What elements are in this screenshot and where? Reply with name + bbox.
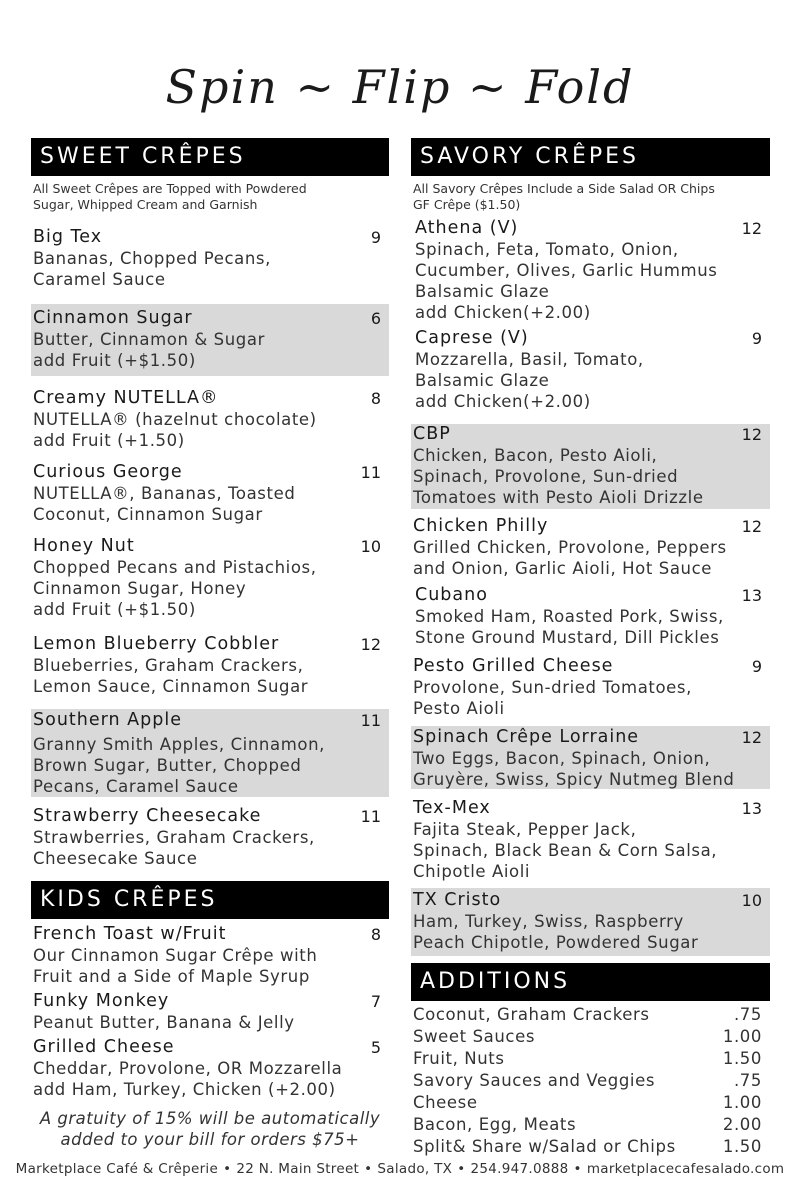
item-description: Blueberries, Graham Crackers, <box>33 656 304 675</box>
item-description: Tomatoes with Pesto Aioli Drizzle <box>413 488 704 507</box>
item-description: Provolone, Sun-dried Tomatoes, <box>413 678 692 697</box>
item-price: 9 <box>751 329 762 348</box>
item-description: Balsamic Glaze <box>415 282 550 301</box>
item-price: 8 <box>370 389 381 408</box>
item-price: 8 <box>370 925 381 944</box>
item-description: Bananas, Chopped Pecans, <box>33 249 271 268</box>
item-name: Southern Apple <box>33 710 182 730</box>
savory-crepes-note: All Savory Crêpes Include a Side Salad OR Chips GF Crêpe ($1.50) <box>413 181 715 212</box>
item-name: Grilled Cheese <box>33 1037 175 1057</box>
item-description: Caramel Sauce <box>33 270 166 289</box>
item-name: Chicken Philly <box>413 516 549 536</box>
item-price: 9 <box>751 657 762 676</box>
item-description: Chipotle Aioli <box>413 862 531 881</box>
item-name: Cinnamon Sugar <box>33 308 193 328</box>
item-price: 12 <box>741 728 762 747</box>
item-description: add Fruit (+1.50) <box>33 431 185 450</box>
item-description: Chopped Pecans and Pistachios, <box>33 558 317 577</box>
menu-item-strawberry-cheesecake <box>31 806 389 869</box>
item-price: 12 <box>741 219 762 238</box>
menu-item-grilled-cheese <box>31 1037 389 1100</box>
item-price: 12 <box>741 517 762 536</box>
menu-item-southern-apple <box>31 709 389 797</box>
menu-item-honey-nut <box>31 536 389 620</box>
item-description: Pecans, Caramel Sauce <box>33 777 239 796</box>
item-description: Chicken, Bacon, Pesto Aioli, <box>413 446 658 465</box>
item-description: Brown Sugar, Butter, Chopped <box>33 756 302 775</box>
item-name: Tex-Mex <box>413 798 491 818</box>
item-description: Smoked Ham, Roasted Pork, Swiss, <box>415 607 724 626</box>
item-name: Pesto Grilled Cheese <box>413 656 614 676</box>
item-description: Coconut, Cinnamon Sugar <box>33 505 263 524</box>
addition-row: Bacon, Egg, Meats 2.00 <box>413 1115 762 1134</box>
menu-item-athena <box>413 218 770 323</box>
item-description: add Fruit (+$1.50) <box>33 351 196 370</box>
addition-row: Sweet Sauces 1.00 <box>413 1027 762 1046</box>
menu-item-caprese <box>413 328 770 412</box>
website: marketplacecafesalado.com <box>586 1161 785 1177</box>
item-name: Spinach Crêpe Lorraine <box>413 727 640 747</box>
item-name: Caprese (V) <box>415 328 529 348</box>
menu-item-chicken-philly <box>411 516 770 579</box>
item-price: 11 <box>360 807 381 826</box>
item-description: Lemon Sauce, Cinnamon Sugar <box>33 677 309 696</box>
addition-row: Cheese 1.00 <box>413 1093 762 1112</box>
menu-item-cubano <box>413 585 770 648</box>
item-description: Balsamic Glaze <box>415 371 550 390</box>
item-description: Pesto Aioli <box>413 699 505 718</box>
item-description: Stone Ground Mustard, Dill Pickles <box>415 628 720 647</box>
kids-crepes-header: KIDS CRÊPES <box>31 881 389 919</box>
item-description: Spinach, Provolone, Sun-dried <box>413 467 679 486</box>
item-description: Two Eggs, Bacon, Spinach, Onion, <box>413 749 711 768</box>
item-description: Spinach, Black Bean & Corn Salsa, <box>413 841 718 860</box>
item-description: add Fruit (+$1.50) <box>33 600 196 619</box>
item-description: Our Cinnamon Sugar Crêpe with <box>33 946 318 965</box>
item-name: French Toast w/Fruit <box>33 924 227 944</box>
item-description: NUTELLA®, Bananas, Toasted <box>33 484 296 503</box>
item-price: 13 <box>741 586 762 605</box>
menu-item-lemon-blueberry-cobbler <box>31 634 389 697</box>
item-name: CBP <box>413 424 451 444</box>
addition-row: Fruit, Nuts 1.50 <box>413 1049 762 1068</box>
item-price: 9 <box>370 228 381 247</box>
menu-item-curious-george <box>31 462 389 525</box>
item-price: 5 <box>370 1038 381 1057</box>
addition-row: Split& Share w/Salad or Chips 1.50 <box>413 1137 762 1156</box>
sweet-crepes-header: SWEET CRÊPES <box>31 138 389 176</box>
item-description: Ham, Turkey, Swiss, Raspberry <box>413 912 684 931</box>
menu-item-funky-monkey <box>31 991 389 1033</box>
item-name: Lemon Blueberry Cobbler <box>33 634 280 654</box>
menu-item-big-tex <box>31 227 389 290</box>
item-name: Creamy NUTELLA® <box>33 388 219 408</box>
item-price: 11 <box>360 463 381 482</box>
item-description: Cinnamon Sugar, Honey <box>33 579 247 598</box>
savory-crepes-header: SAVORY CRÊPES <box>411 138 770 176</box>
additions-header: ADDITIONS <box>411 963 770 1001</box>
item-price: 7 <box>370 992 381 1011</box>
street-address: 22 N. Main Street <box>236 1161 360 1177</box>
item-price: 10 <box>741 891 762 910</box>
item-description: Cheddar, Provolone, OR Mozzarella <box>33 1059 343 1078</box>
item-description: Fajita Steak, Pepper Jack, <box>413 820 637 839</box>
item-description: Cucumber, Olives, Garlic Hummus <box>415 261 718 280</box>
item-description: Gruyère, Swiss, Spicy Nutmeg Blend <box>413 770 735 789</box>
item-description: add Chicken(+2.00) <box>415 392 591 411</box>
footer: Marketplace Café & Crêperie • 22 N. Main Street • Salado, TX • 254.947.0888 • marketplacecafesalado.com <box>15 1161 785 1177</box>
item-name: Funky Monkey <box>33 991 170 1011</box>
phone: 254.947.0888 <box>470 1161 569 1177</box>
item-price: 13 <box>741 799 762 818</box>
item-description: Peach Chipotle, Powdered Sugar <box>413 933 699 952</box>
menu-item-french-toast <box>31 924 389 987</box>
item-description: add Ham, Turkey, Chicken (+2.00) <box>33 1080 336 1099</box>
item-name: Cubano <box>415 585 488 605</box>
item-name: TX Cristo <box>413 890 502 910</box>
sweet-crepes-note: All Sweet Crêpes are Topped with Powdered Sugar, Whipped Cream and Garnish <box>33 181 307 212</box>
item-description: Mozzarella, Basil, Tomato, <box>415 350 644 369</box>
item-name: Honey Nut <box>33 536 135 556</box>
menu-title: Spin ~ Flip ~ Fold <box>165 60 635 114</box>
menu-item-cbp <box>411 424 770 509</box>
menu-item-pesto-grilled-cheese <box>411 656 770 719</box>
item-description: Strawberries, Graham Crackers, <box>33 828 315 847</box>
item-price: 12 <box>360 635 381 654</box>
menu-item-tex-mex <box>411 798 770 882</box>
item-description: add Chicken(+2.00) <box>415 303 591 322</box>
menu-item-tx-cristo <box>411 888 770 956</box>
item-description: Butter, Cinnamon & Sugar <box>33 330 265 349</box>
item-description: NUTELLA® (hazelnut chocolate) <box>33 410 317 429</box>
item-description: and Onion, Garlic Aioli, Hot Sauce <box>413 559 713 578</box>
item-name: Big Tex <box>33 227 103 247</box>
item-description: Cheesecake Sauce <box>33 849 198 868</box>
menu-item-cinnamon-sugar <box>31 304 389 376</box>
gratuity-note: A gratuity of 15% will be automatically added to your bill for orders $75+ <box>39 1109 381 1149</box>
item-description: Granny Smith Apples, Cinnamon, <box>33 735 325 754</box>
menu-item-creamy-nutella <box>31 388 389 451</box>
item-name: Curious George <box>33 462 183 482</box>
item-price: 12 <box>741 425 762 444</box>
item-description: Grilled Chicken, Provolone, Peppers <box>413 538 727 557</box>
item-price: 10 <box>360 537 381 556</box>
item-description: Peanut Butter, Banana & Jelly <box>33 1013 295 1032</box>
addition-row: Savory Sauces and Veggies .75 <box>413 1071 762 1090</box>
item-name: Athena (V) <box>415 218 519 238</box>
item-price: 6 <box>370 309 381 328</box>
city: Salado, TX <box>377 1161 453 1177</box>
item-description: Fruit and a Side of Maple Syrup <box>33 967 310 986</box>
item-description: Spinach, Feta, Tomato, Onion, <box>415 240 679 259</box>
addition-row: Coconut, Graham Crackers .75 <box>413 1005 762 1024</box>
item-price: 11 <box>360 711 381 730</box>
menu-item-spinach-crepe-lorraine <box>411 726 770 789</box>
item-name: Strawberry Cheesecake <box>33 806 262 826</box>
business-name: Marketplace Café & Crêperie <box>15 1161 219 1177</box>
